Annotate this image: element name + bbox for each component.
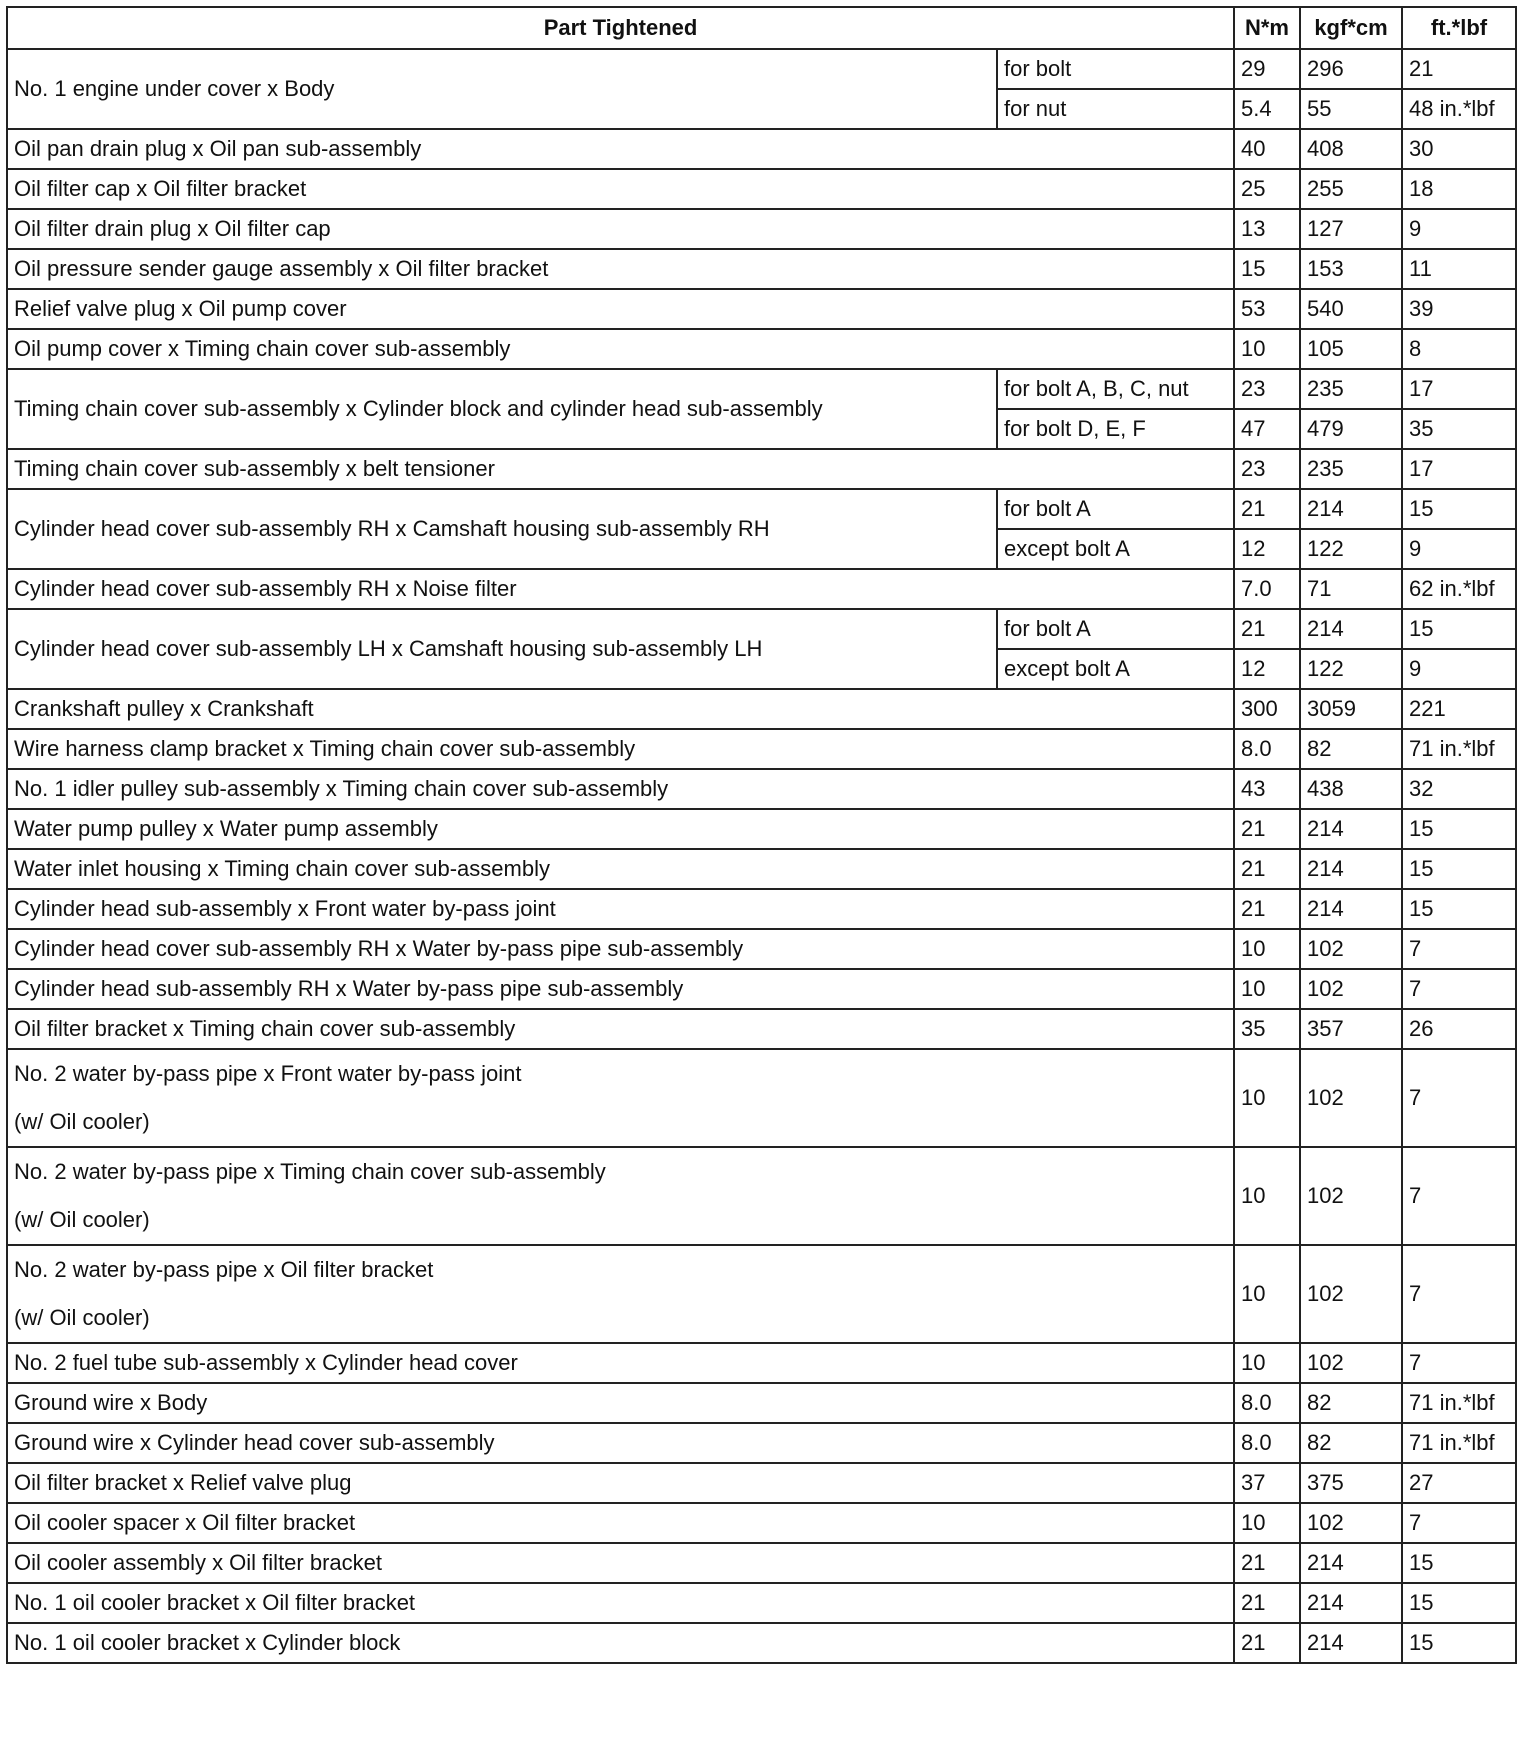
kgf-cm-cell: 296 xyxy=(1300,49,1402,89)
header-kgf-cm: kgf*cm xyxy=(1300,7,1402,49)
header-part-tightened: Part Tightened xyxy=(7,7,1234,49)
nm-cell: 53 xyxy=(1234,289,1300,329)
ft-lbf-cell: 35 xyxy=(1402,409,1516,449)
kgf-cm-cell: 105 xyxy=(1300,329,1402,369)
part-tightened-cell: Wire harness clamp bracket x Timing chain cover sub-assembly xyxy=(7,729,1234,769)
ft-lbf-cell: 15 xyxy=(1402,1583,1516,1623)
table-row xyxy=(7,1423,1516,1463)
nm-cell: 21 xyxy=(1234,809,1300,849)
part-tightened-cell: No. 2 fuel tube sub-assembly x Cylinder head cover xyxy=(7,1343,1234,1383)
table-row xyxy=(7,929,1516,969)
kgf-cm-cell: 408 xyxy=(1300,129,1402,169)
table-row xyxy=(7,489,1516,529)
table-row xyxy=(7,1009,1516,1049)
part-tightened-cell: Timing chain cover sub-assembly x Cylinder block and cylinder head sub-assembly xyxy=(7,369,997,449)
part-tightened-cell: No. 1 oil cooler bracket x Oil filter bracket xyxy=(7,1583,1234,1623)
table-row xyxy=(7,1343,1516,1383)
kgf-cm-cell: 214 xyxy=(1300,1543,1402,1583)
kgf-cm-cell: 214 xyxy=(1300,889,1402,929)
nm-cell: 23 xyxy=(1234,369,1300,409)
part-tightened-cell: Cylinder head sub-assembly RH x Water by-pass pipe sub-assembly xyxy=(7,969,1234,1009)
header-ft-lbf: ft.*lbf xyxy=(1402,7,1516,49)
nm-cell: 10 xyxy=(1234,1503,1300,1543)
ft-lbf-cell: 15 xyxy=(1402,889,1516,929)
table-row xyxy=(7,49,1516,89)
part-name-text: No. 2 water by-pass pipe x Timing chain cover sub-assembly xyxy=(14,1159,606,1184)
table-row xyxy=(7,609,1516,649)
nm-cell: 10 xyxy=(1234,1049,1300,1147)
part-tightened-cell: Oil filter bracket x Relief valve plug xyxy=(7,1463,1234,1503)
table-row xyxy=(7,729,1516,769)
ft-lbf-cell: 15 xyxy=(1402,849,1516,889)
kgf-cm-cell: 82 xyxy=(1300,729,1402,769)
condition-cell: for bolt A xyxy=(997,489,1234,529)
table-row xyxy=(7,449,1516,489)
nm-cell: 35 xyxy=(1234,1009,1300,1049)
kgf-cm-cell: 102 xyxy=(1300,1503,1402,1543)
ft-lbf-cell: 48 in.*lbf xyxy=(1402,89,1516,129)
ft-lbf-cell: 8 xyxy=(1402,329,1516,369)
part-tightened-cell: Ground wire x Cylinder head cover sub-assembly xyxy=(7,1423,1234,1463)
kgf-cm-cell: 235 xyxy=(1300,369,1402,409)
table-row xyxy=(7,169,1516,209)
ft-lbf-cell: 18 xyxy=(1402,169,1516,209)
condition-cell: except bolt A xyxy=(997,529,1234,569)
table-row xyxy=(7,209,1516,249)
part-tightened-cell: Oil filter cap x Oil filter bracket xyxy=(7,169,1234,209)
condition-cell: for bolt A, B, C, nut xyxy=(997,369,1234,409)
part-tightened-cell: No. 1 oil cooler bracket x Cylinder block xyxy=(7,1623,1234,1663)
ft-lbf-cell: 15 xyxy=(1402,489,1516,529)
kgf-cm-cell: 102 xyxy=(1300,969,1402,1009)
kgf-cm-cell: 214 xyxy=(1300,609,1402,649)
kgf-cm-cell: 55 xyxy=(1300,89,1402,129)
ft-lbf-cell: 7 xyxy=(1402,1147,1516,1245)
table-row xyxy=(7,1463,1516,1503)
nm-cell: 13 xyxy=(1234,209,1300,249)
part-tightened-cell: Timing chain cover sub-assembly x belt tensioner xyxy=(7,449,1234,489)
part-tightened-cell: Oil pan drain plug x Oil pan sub-assembly xyxy=(7,129,1234,169)
part-name-text: No. 2 water by-pass pipe x Front water by-pass joint xyxy=(14,1061,522,1086)
nm-cell: 10 xyxy=(1234,1343,1300,1383)
table-row xyxy=(7,769,1516,809)
ft-lbf-cell: 39 xyxy=(1402,289,1516,329)
kgf-cm-cell: 214 xyxy=(1300,809,1402,849)
condition-cell: for nut xyxy=(997,89,1234,129)
kgf-cm-cell: 102 xyxy=(1300,1049,1402,1147)
nm-cell: 37 xyxy=(1234,1463,1300,1503)
ft-lbf-cell: 9 xyxy=(1402,209,1516,249)
nm-cell: 12 xyxy=(1234,649,1300,689)
ft-lbf-cell: 221 xyxy=(1402,689,1516,729)
kgf-cm-cell: 102 xyxy=(1300,1245,1402,1343)
part-tightened-cell: Oil pressure sender gauge assembly x Oil filter bracket xyxy=(7,249,1234,289)
nm-cell: 47 xyxy=(1234,409,1300,449)
table-row xyxy=(7,689,1516,729)
kgf-cm-cell: 255 xyxy=(1300,169,1402,209)
table-row xyxy=(7,849,1516,889)
part-tightened-cell: Oil cooler spacer x Oil filter bracket xyxy=(7,1503,1234,1543)
part-tightened-cell: Oil filter drain plug x Oil filter cap xyxy=(7,209,1234,249)
nm-cell: 29 xyxy=(1234,49,1300,89)
nm-cell: 5.4 xyxy=(1234,89,1300,129)
ft-lbf-cell: 71 in.*lbf xyxy=(1402,729,1516,769)
kgf-cm-cell: 235 xyxy=(1300,449,1402,489)
kgf-cm-cell: 214 xyxy=(1300,1623,1402,1663)
kgf-cm-cell: 438 xyxy=(1300,769,1402,809)
kgf-cm-cell: 82 xyxy=(1300,1383,1402,1423)
part-tightened-cell: Cylinder head cover sub-assembly RH x Camshaft housing sub-assembly RH xyxy=(7,489,997,569)
part-tightened-cell: Cylinder head cover sub-assembly RH x Water by-pass pipe sub-assembly xyxy=(7,929,1234,969)
ft-lbf-cell: 71 in.*lbf xyxy=(1402,1423,1516,1463)
ft-lbf-cell: 7 xyxy=(1402,1503,1516,1543)
part-tightened-cell: Cylinder head sub-assembly x Front water by-pass joint xyxy=(7,889,1234,929)
nm-cell: 10 xyxy=(1234,1147,1300,1245)
part-tightened-cell: No. 1 engine under cover x Body xyxy=(7,49,997,129)
kgf-cm-cell: 102 xyxy=(1300,1147,1402,1245)
table-row xyxy=(7,1383,1516,1423)
part-tightened-cell: Water pump pulley x Water pump assembly xyxy=(7,809,1234,849)
kgf-cm-cell: 214 xyxy=(1300,1583,1402,1623)
ft-lbf-cell: 15 xyxy=(1402,1623,1516,1663)
header-nm: N*m xyxy=(1234,7,1300,49)
table-row xyxy=(7,1543,1516,1583)
nm-cell: 21 xyxy=(1234,489,1300,529)
kgf-cm-cell: 71 xyxy=(1300,569,1402,609)
condition-cell: except bolt A xyxy=(997,649,1234,689)
table-row xyxy=(7,889,1516,929)
condition-cell: for bolt A xyxy=(997,609,1234,649)
ft-lbf-cell: 15 xyxy=(1402,1543,1516,1583)
part-name-text: No. 2 water by-pass pipe x Oil filter bracket xyxy=(14,1257,434,1282)
nm-cell: 21 xyxy=(1234,889,1300,929)
table-row xyxy=(7,1245,1516,1343)
ft-lbf-cell: 7 xyxy=(1402,929,1516,969)
part-tightened-cell: Ground wire x Body xyxy=(7,1383,1234,1423)
part-tightened-cell xyxy=(7,1049,1234,1147)
nm-cell: 23 xyxy=(1234,449,1300,489)
table-body xyxy=(7,49,1516,1663)
nm-cell: 25 xyxy=(1234,169,1300,209)
condition-cell: for bolt D, E, F xyxy=(997,409,1234,449)
nm-cell: 10 xyxy=(1234,929,1300,969)
kgf-cm-cell: 357 xyxy=(1300,1009,1402,1049)
nm-cell: 10 xyxy=(1234,329,1300,369)
ft-lbf-cell: 9 xyxy=(1402,649,1516,689)
nm-cell: 7.0 xyxy=(1234,569,1300,609)
nm-cell: 21 xyxy=(1234,849,1300,889)
kgf-cm-cell: 153 xyxy=(1300,249,1402,289)
ft-lbf-cell: 11 xyxy=(1402,249,1516,289)
part-tightened-cell: Relief valve plug x Oil pump cover xyxy=(7,289,1234,329)
nm-cell: 8.0 xyxy=(1234,1423,1300,1463)
part-tightened-cell: Crankshaft pulley x Crankshaft xyxy=(7,689,1234,729)
ft-lbf-cell: 17 xyxy=(1402,449,1516,489)
ft-lbf-cell: 7 xyxy=(1402,1245,1516,1343)
table-row xyxy=(7,569,1516,609)
ft-lbf-cell: 30 xyxy=(1402,129,1516,169)
nm-cell: 10 xyxy=(1234,1245,1300,1343)
ft-lbf-cell: 9 xyxy=(1402,529,1516,569)
table-row xyxy=(7,809,1516,849)
part-tightened-cell: Oil cooler assembly x Oil filter bracket xyxy=(7,1543,1234,1583)
table-row xyxy=(7,249,1516,289)
nm-cell: 21 xyxy=(1234,1583,1300,1623)
ft-lbf-cell: 71 in.*lbf xyxy=(1402,1383,1516,1423)
nm-cell: 21 xyxy=(1234,609,1300,649)
kgf-cm-cell: 127 xyxy=(1300,209,1402,249)
table-row xyxy=(7,329,1516,369)
torque-specification-table xyxy=(6,6,1517,1664)
nm-cell: 40 xyxy=(1234,129,1300,169)
part-tightened-cell: Oil filter bracket x Timing chain cover sub-assembly xyxy=(7,1009,1234,1049)
header-row xyxy=(7,7,1516,49)
nm-cell: 43 xyxy=(1234,769,1300,809)
kgf-cm-cell: 122 xyxy=(1300,529,1402,569)
part-note-text: (w/ Oil cooler) xyxy=(14,1109,150,1134)
ft-lbf-cell: 7 xyxy=(1402,1343,1516,1383)
part-tightened-cell xyxy=(7,1245,1234,1343)
part-note-text: (w/ Oil cooler) xyxy=(14,1305,150,1330)
nm-cell: 8.0 xyxy=(1234,1383,1300,1423)
table-row xyxy=(7,129,1516,169)
kgf-cm-cell: 82 xyxy=(1300,1423,1402,1463)
table-row xyxy=(7,1147,1516,1245)
part-note-text: (w/ Oil cooler) xyxy=(14,1207,150,1232)
table-row xyxy=(7,369,1516,409)
nm-cell: 8.0 xyxy=(1234,729,1300,769)
part-tightened-cell: No. 1 idler pulley sub-assembly x Timing chain cover sub-assembly xyxy=(7,769,1234,809)
ft-lbf-cell: 21 xyxy=(1402,49,1516,89)
table-row xyxy=(7,1049,1516,1147)
kgf-cm-cell: 102 xyxy=(1300,1343,1402,1383)
kgf-cm-cell: 122 xyxy=(1300,649,1402,689)
part-tightened-cell: Water inlet housing x Timing chain cover sub-assembly xyxy=(7,849,1234,889)
part-tightened-cell: Cylinder head cover sub-assembly LH x Camshaft housing sub-assembly LH xyxy=(7,609,997,689)
kgf-cm-cell: 3059 xyxy=(1300,689,1402,729)
table-row xyxy=(7,1503,1516,1543)
kgf-cm-cell: 214 xyxy=(1300,849,1402,889)
table-row xyxy=(7,969,1516,1009)
nm-cell: 21 xyxy=(1234,1543,1300,1583)
ft-lbf-cell: 62 in.*lbf xyxy=(1402,569,1516,609)
nm-cell: 21 xyxy=(1234,1623,1300,1663)
table-row xyxy=(7,289,1516,329)
nm-cell: 10 xyxy=(1234,969,1300,1009)
table-row xyxy=(7,1623,1516,1663)
part-tightened-cell: Oil pump cover x Timing chain cover sub-assembly xyxy=(7,329,1234,369)
kgf-cm-cell: 102 xyxy=(1300,929,1402,969)
ft-lbf-cell: 7 xyxy=(1402,969,1516,1009)
ft-lbf-cell: 15 xyxy=(1402,609,1516,649)
kgf-cm-cell: 214 xyxy=(1300,489,1402,529)
kgf-cm-cell: 479 xyxy=(1300,409,1402,449)
ft-lbf-cell: 15 xyxy=(1402,809,1516,849)
part-tightened-cell xyxy=(7,1147,1234,1245)
ft-lbf-cell: 26 xyxy=(1402,1009,1516,1049)
nm-cell: 15 xyxy=(1234,249,1300,289)
ft-lbf-cell: 32 xyxy=(1402,769,1516,809)
nm-cell: 12 xyxy=(1234,529,1300,569)
kgf-cm-cell: 375 xyxy=(1300,1463,1402,1503)
kgf-cm-cell: 540 xyxy=(1300,289,1402,329)
nm-cell: 300 xyxy=(1234,689,1300,729)
ft-lbf-cell: 17 xyxy=(1402,369,1516,409)
ft-lbf-cell: 27 xyxy=(1402,1463,1516,1503)
ft-lbf-cell: 7 xyxy=(1402,1049,1516,1147)
part-tightened-cell: Cylinder head cover sub-assembly RH x Noise filter xyxy=(7,569,1234,609)
table-row xyxy=(7,1583,1516,1623)
condition-cell: for bolt xyxy=(997,49,1234,89)
